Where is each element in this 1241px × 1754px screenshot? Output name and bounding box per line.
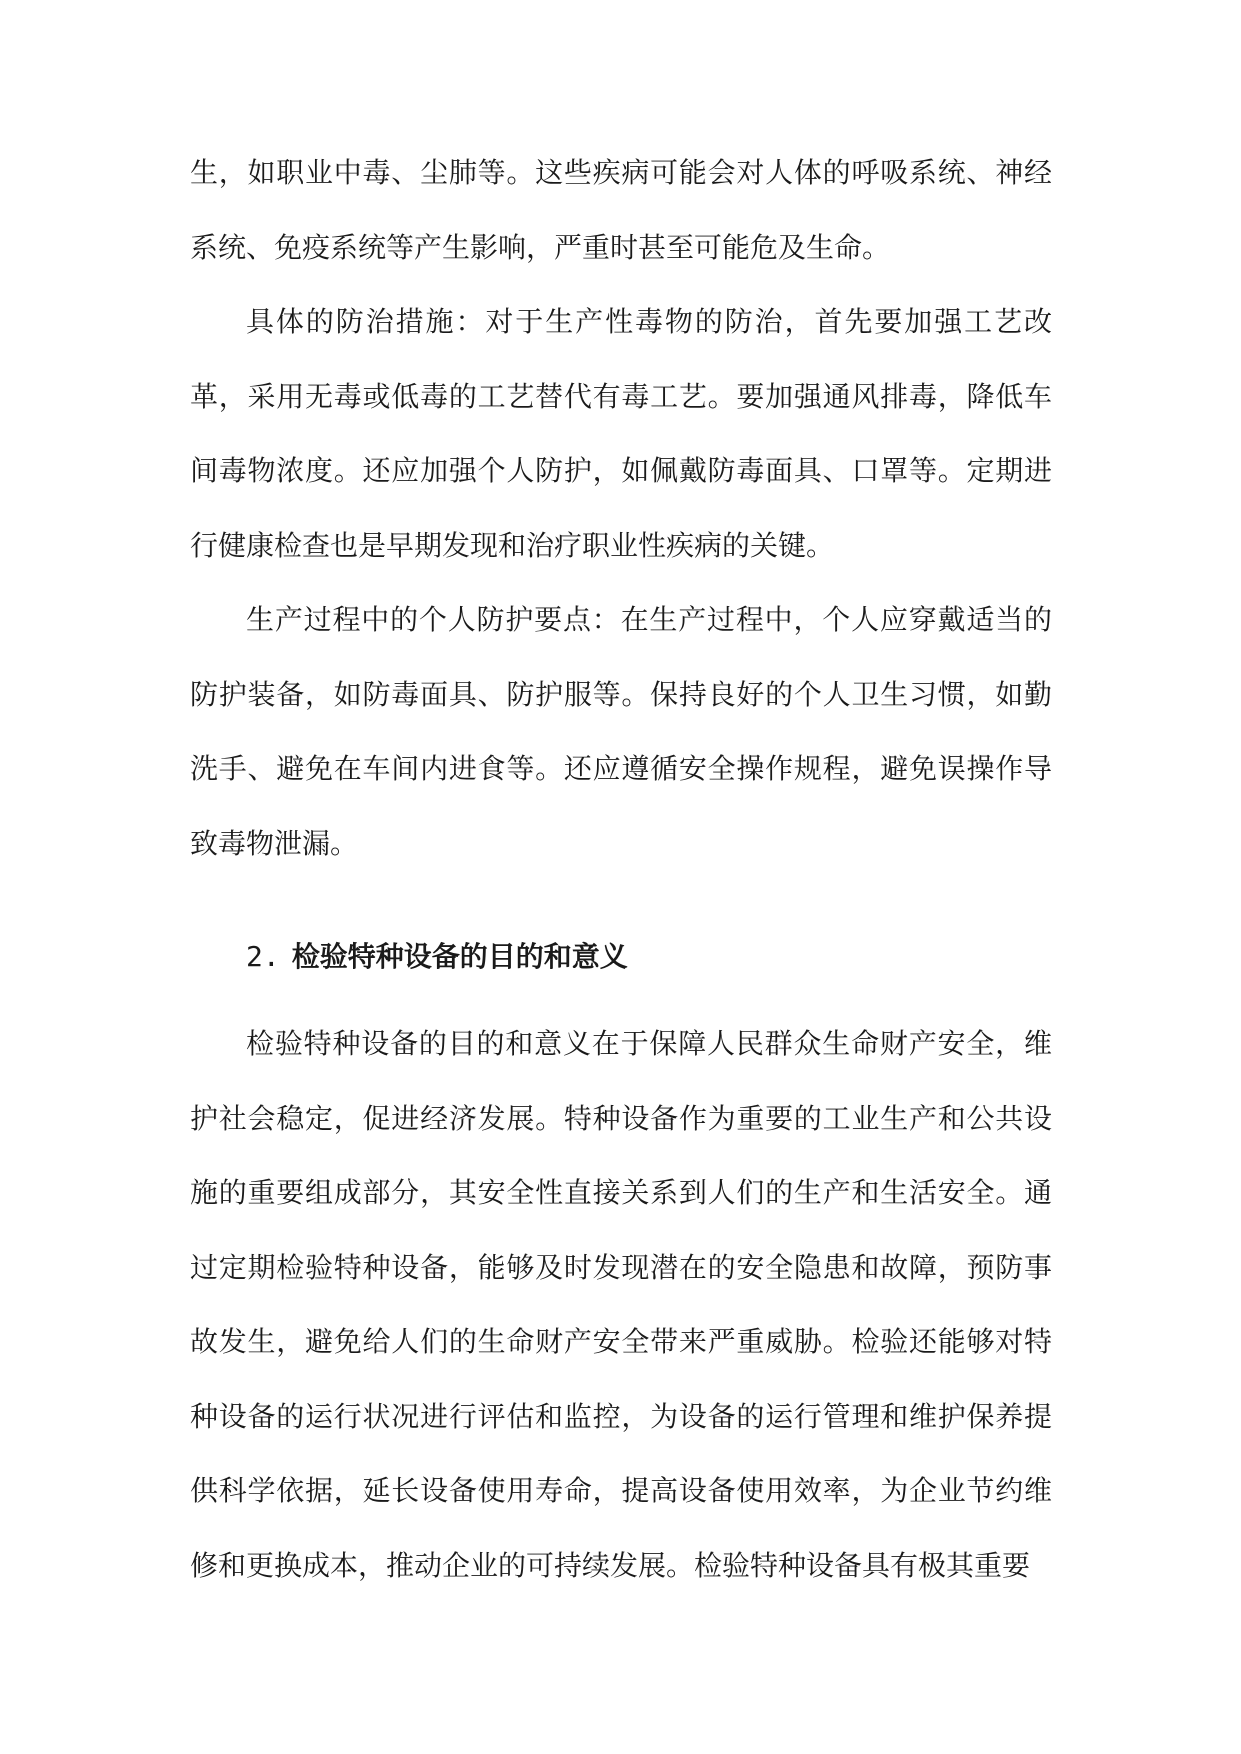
paragraph-text: 检验特种设备的目的和意义在于保障人民群众生命财产安全，维护社会稳定，促进经济发展。特种设备作为重要的工业生产和公共设施的重要组成部分，其安全性直接关系到人们的生产和生活安全。通过定期检验特种设备，能够及时发现潜在的安全隐患和故障，预防事故发生，避免给人们的生命财产安全带来严重威胁。检验还能够对特种设备的运行状况进行评估和监控，为设备的运行管理和维护保养提供科学依据，延长设备使用寿命，提高设备使用效率，为企业节约维修和更换成本，推动企业的可持续发展。检验特种设备具有极其重要 — [190, 1027, 1052, 1582]
section-number: 2. — [246, 940, 280, 973]
section-title: 检验特种设备的目的和意义 — [291, 940, 628, 973]
paragraph-continuation — [190, 136, 1052, 285]
paragraph-text: 生，如职业中毒、尘肺等。这些疾病可能会对人体的呼吸系统、神经系统、免疫系统等产生影响，严重时甚至可能危及生命。 — [190, 156, 1052, 264]
paragraph-prevention-measures — [190, 285, 1052, 583]
paragraph-text: 具体的防治措施：对于生产性毒物的防治，首先要加强工艺改革，采用无毒或低毒的工艺替代有毒工艺。要加强通风排毒，降低车间毒物浓度。还应加强个人防护，如佩戴防毒面具、口罩等。定期进行健康检查也是早期发现和治疗职业性疾病的关键。 — [190, 305, 1052, 562]
paragraph-text: 生产过程中的个人防护要点：在生产过程中，个人应穿戴适当的防护装备，如防毒面具、防护服等。保持良好的个人卫生习惯，如勤洗手、避免在车间内进食等。还应遵循安全操作规程，避免误操作导致毒物泄漏。 — [190, 603, 1052, 860]
section-heading — [246, 937, 628, 977]
paragraph-inspection-purpose — [190, 1007, 1052, 1603]
paragraph-personal-protection — [190, 583, 1052, 881]
